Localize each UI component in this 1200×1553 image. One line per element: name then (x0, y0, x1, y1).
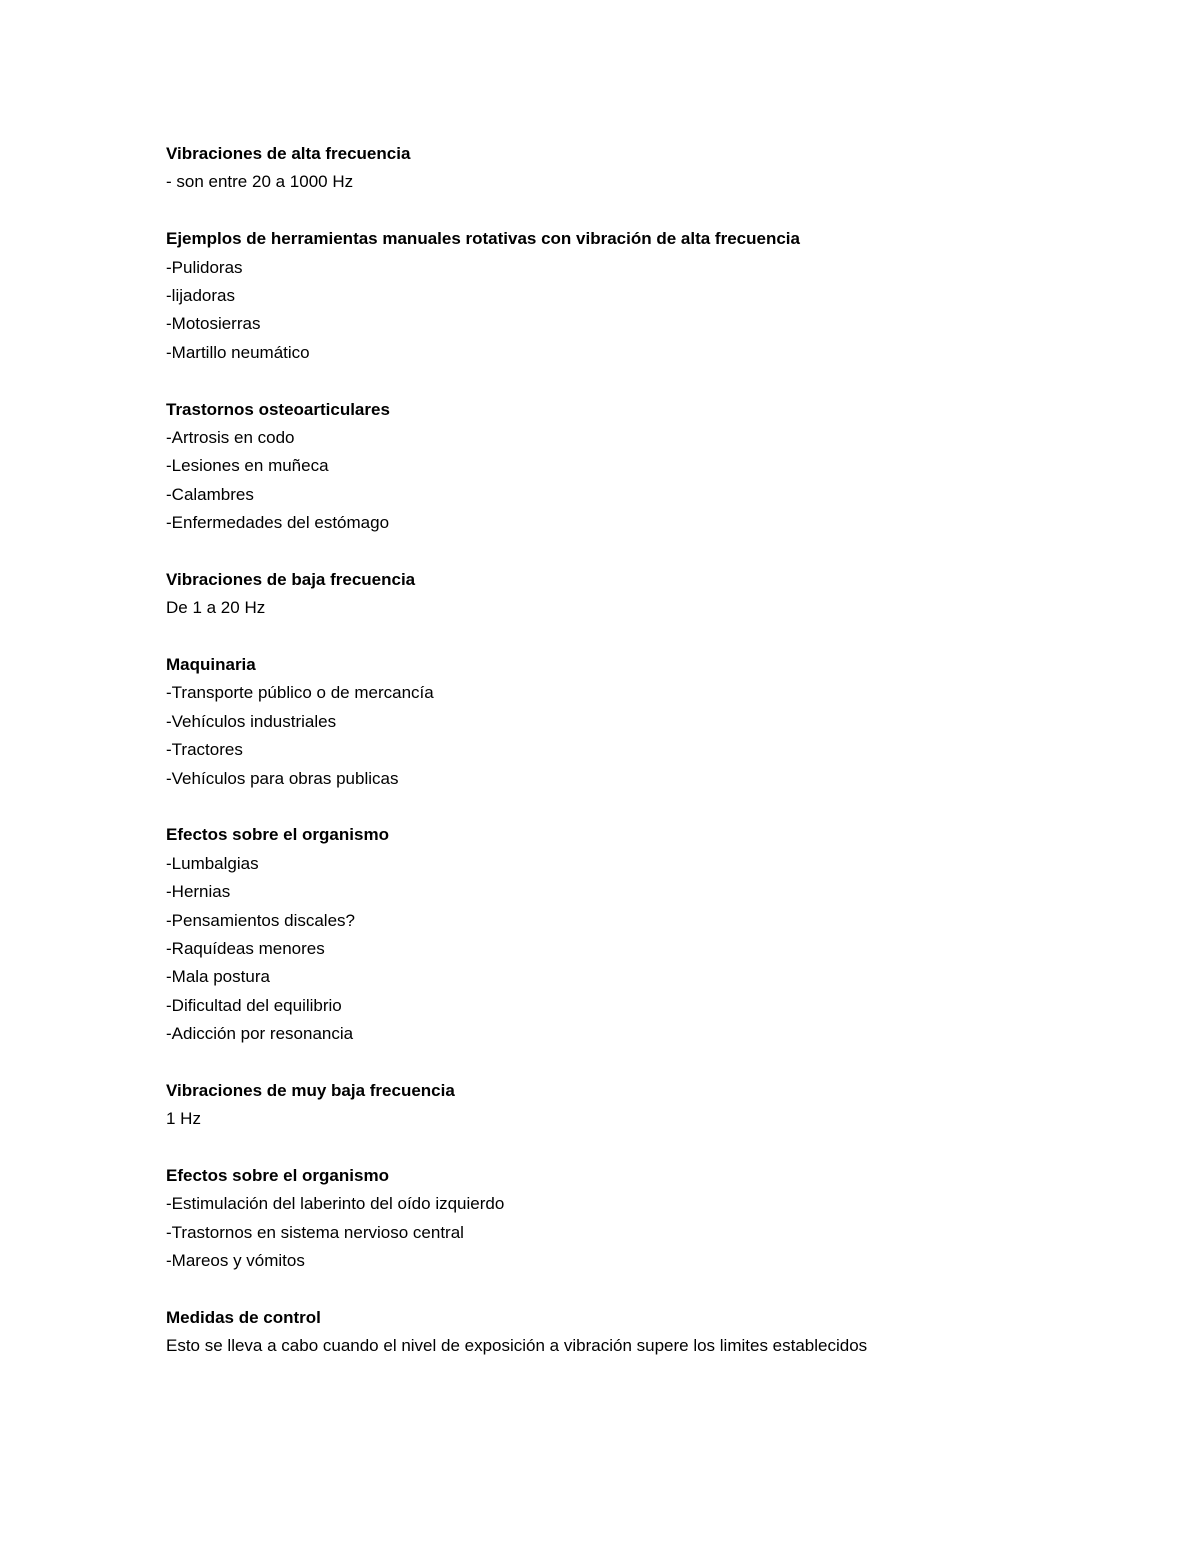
section-heading: Maquinaria (166, 655, 256, 675)
section-line: 1 Hz (166, 1109, 201, 1129)
list-item: -Estimulación del laberinto del oído izquierdo (166, 1194, 505, 1214)
section-baja-frecuencia (166, 566, 1146, 623)
section-maquinaria (166, 651, 1146, 793)
section-line: De 1 a 20 Hz (166, 598, 266, 618)
section-heading: Ejemplos de herramientas manuales rotativas con vibración de alta frecuencia (166, 229, 800, 249)
section-heading: Trastornos osteoarticulares (166, 399, 390, 419)
section-heading: Vibraciones de muy baja frecuencia (166, 1080, 455, 1100)
section-alta-frecuencia (166, 140, 1146, 197)
section-heading: Vibraciones de baja frecuencia (166, 569, 416, 589)
list-item: -Calambres (166, 484, 254, 504)
section-heading: Medidas de control (166, 1308, 321, 1328)
section-line: - son entre 20 a 1000 Hz (166, 172, 354, 192)
list-item: -Enfermedades del estómago (166, 513, 390, 533)
list-item: -lijadoras (166, 285, 235, 305)
list-item: -Raquídeas menores (166, 938, 325, 958)
list-item: -Dificultad del equilibrio (166, 995, 342, 1015)
list-item: -Tractores (166, 740, 243, 760)
list-item: -Martillo neumático (166, 342, 310, 362)
list-item: -Vehículos para obras publicas (166, 768, 399, 788)
list-item: -Transporte público o de mercancía (166, 683, 434, 703)
document-body (166, 140, 1146, 1361)
section-line: Esto se lleva a cabo cuando el nivel de exposición a vibración supere los limites establecidos (166, 1336, 868, 1356)
list-item: -Adicción por resonancia (166, 1024, 354, 1044)
section-heading: Efectos sobre el organismo (166, 1166, 389, 1186)
list-item: -Mareos y vómitos (166, 1251, 305, 1271)
list-item: -Vehículos industriales (166, 711, 337, 731)
section-muy-baja-frecuencia (166, 1077, 1146, 1134)
list-item: -Pulidoras (166, 257, 243, 277)
section-medidas-control (166, 1304, 1146, 1361)
section-efectos-baja (166, 821, 1146, 1048)
section-heading: Vibraciones de alta frecuencia (166, 144, 411, 163)
list-item: -Pensamientos discales? (166, 910, 355, 930)
list-item: -Lumbalgias (166, 853, 259, 873)
list-item: -Motosierras (166, 314, 261, 334)
section-heading: Efectos sobre el organismo (166, 825, 389, 845)
list-item: -Mala postura (166, 967, 270, 987)
section-trastornos (166, 396, 1146, 538)
list-item: -Lesiones en muñeca (166, 456, 329, 476)
list-item: -Artrosis en codo (166, 427, 295, 447)
section-herramientas (166, 225, 1146, 367)
list-item: -Trastornos en sistema nervioso central (166, 1222, 464, 1242)
list-item: -Hernias (166, 882, 231, 902)
section-efectos-muy-baja (166, 1162, 1146, 1276)
